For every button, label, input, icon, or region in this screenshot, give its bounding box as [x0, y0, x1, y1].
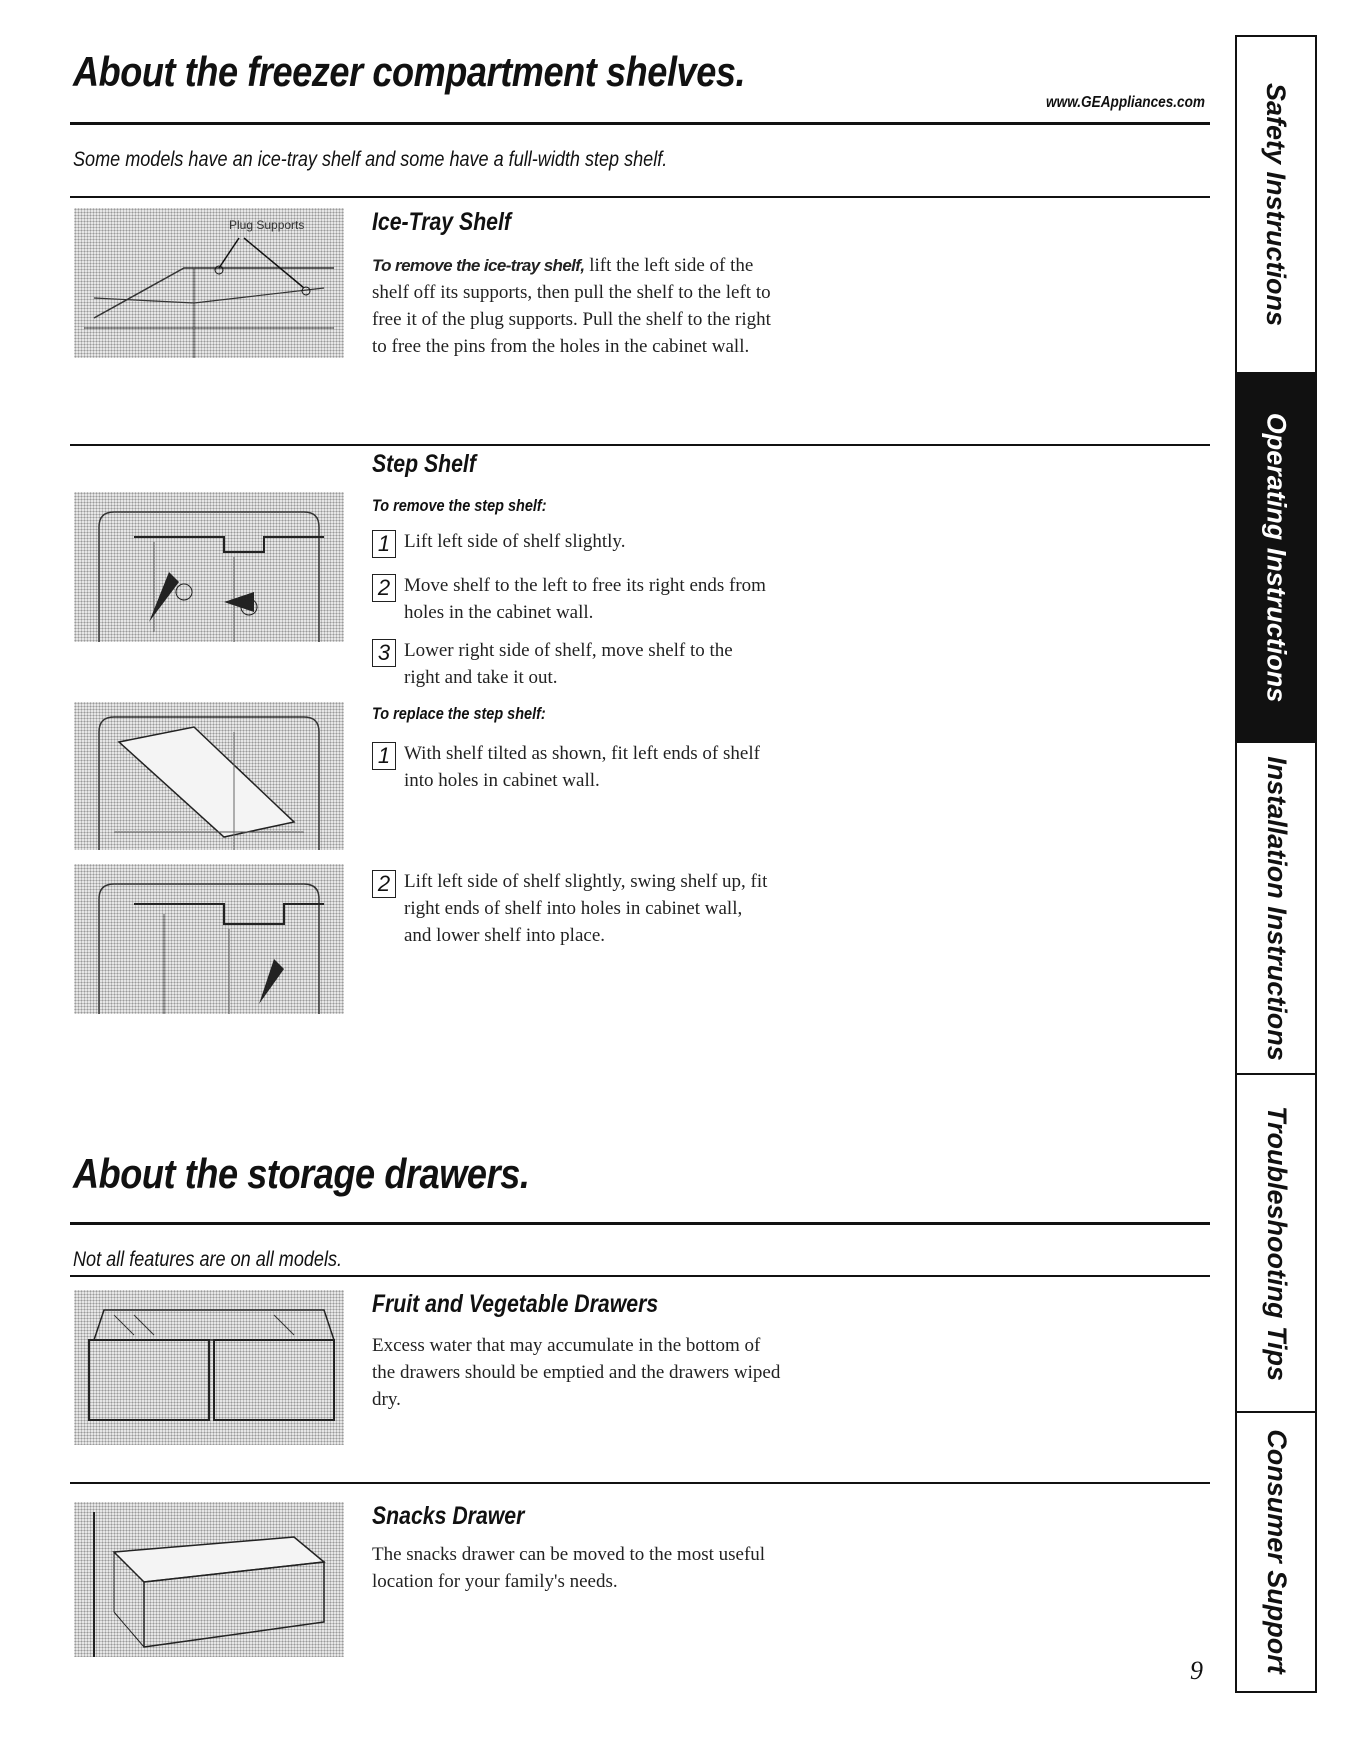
drawers-title-rule — [70, 1222, 1210, 1225]
ice-tray-text — [372, 252, 772, 360]
tab-label: Troubleshooting Tips — [1261, 1105, 1292, 1381]
section-divider — [70, 444, 1210, 446]
remove-heading: To remove the step shelf: — [372, 496, 547, 515]
remove-step-2 — [372, 572, 772, 626]
step-number: 2 — [372, 574, 396, 602]
page-subtitle: Some models have an ice-tray shelf and some have a full-width step shelf. — [73, 148, 668, 171]
tab-label: Consumer Support — [1261, 1428, 1292, 1674]
snacks-drawer-heading: Snacks Drawer — [372, 1502, 525, 1530]
ice-tray-lead: To remove the ice-tray shelf, — [372, 256, 585, 275]
drawers-subtitle: Not all features are on all models. — [73, 1248, 343, 1271]
snacks-drawer-illustration — [74, 1502, 344, 1657]
remove-step-1 — [372, 528, 772, 558]
section-tabs — [1235, 35, 1317, 1693]
tab-consumer-support[interactable] — [1237, 1413, 1315, 1689]
plug-supports-label: Plug Supports — [229, 218, 305, 232]
section-divider — [70, 1482, 1210, 1484]
step-number: 2 — [372, 870, 396, 898]
title-rule — [70, 122, 1210, 125]
ice-tray-shelf-illustration — [74, 208, 344, 358]
step-number: 1 — [372, 742, 396, 770]
replace-step-2 — [372, 868, 772, 949]
page-number: 9 — [1190, 1656, 1203, 1685]
tab-installation-instructions[interactable] — [1237, 743, 1315, 1075]
tab-troubleshooting-tips[interactable] — [1237, 1075, 1315, 1413]
step-shelf-heading: Step Shelf — [372, 450, 476, 478]
step-text: Lift left side of shelf slightly, swing shelf up, fit right ends of shelf into holes in cabinet wall, and lower shelf into place. — [404, 871, 768, 946]
step-text: With shelf tilted as shown, fit left ends of shelf into holes in cabinet wall. — [404, 743, 760, 791]
section-divider — [70, 1275, 1210, 1277]
tab-label: Operating Instructions — [1261, 412, 1292, 703]
step-number: 1 — [372, 530, 396, 558]
step-shelf-remove-illustration — [74, 492, 344, 642]
tab-safety-instructions[interactable] — [1237, 37, 1315, 374]
section-divider — [70, 196, 1210, 198]
drawers-title: About the storage drawers. — [73, 1150, 530, 1197]
replace-step-1 — [372, 740, 772, 794]
fruit-drawers-text: Excess water that may accumulate in the bottom of the drawers should be emptied and the drawers wiped dry. — [372, 1335, 781, 1410]
tab-operating-instructions[interactable] — [1237, 374, 1315, 743]
page-title: About the freezer compartment shelves. — [73, 48, 746, 95]
tab-label: Safety Instructions — [1261, 82, 1292, 327]
step-text: Move shelf to the left to free its right ends from holes in the cabinet wall. — [404, 575, 766, 623]
step-shelf-replace-illustration — [74, 702, 344, 850]
step-text: Lift left side of shelf slightly. — [404, 531, 626, 552]
website-link[interactable]: www.GEAppliances.com — [1046, 94, 1205, 111]
snacks-drawer-text: The snacks drawer can be moved to the most useful location for your family's needs. — [372, 1544, 766, 1592]
step-number: 3 — [372, 639, 396, 667]
remove-step-3 — [372, 637, 772, 691]
fruit-vegetable-drawers-illustration — [74, 1290, 344, 1445]
ice-tray-instructions: lift the left side of the shelf off its supports, then pull the shelf to the left to free it of the plug supports. Pull the shelf to the right to free the pins from the holes in the cabinet wall. — [372, 255, 771, 357]
step-text: Lower right side of shelf, move shelf to the right and take it out. — [404, 640, 733, 688]
fruit-drawers-heading: Fruit and Vegetable Drawers — [372, 1290, 659, 1318]
tab-label: Installation Instructions — [1261, 755, 1292, 1061]
replace-heading: To replace the step shelf: — [372, 704, 546, 723]
ice-tray-heading: Ice-Tray Shelf — [372, 208, 511, 236]
step-shelf-place-illustration — [74, 864, 344, 1014]
